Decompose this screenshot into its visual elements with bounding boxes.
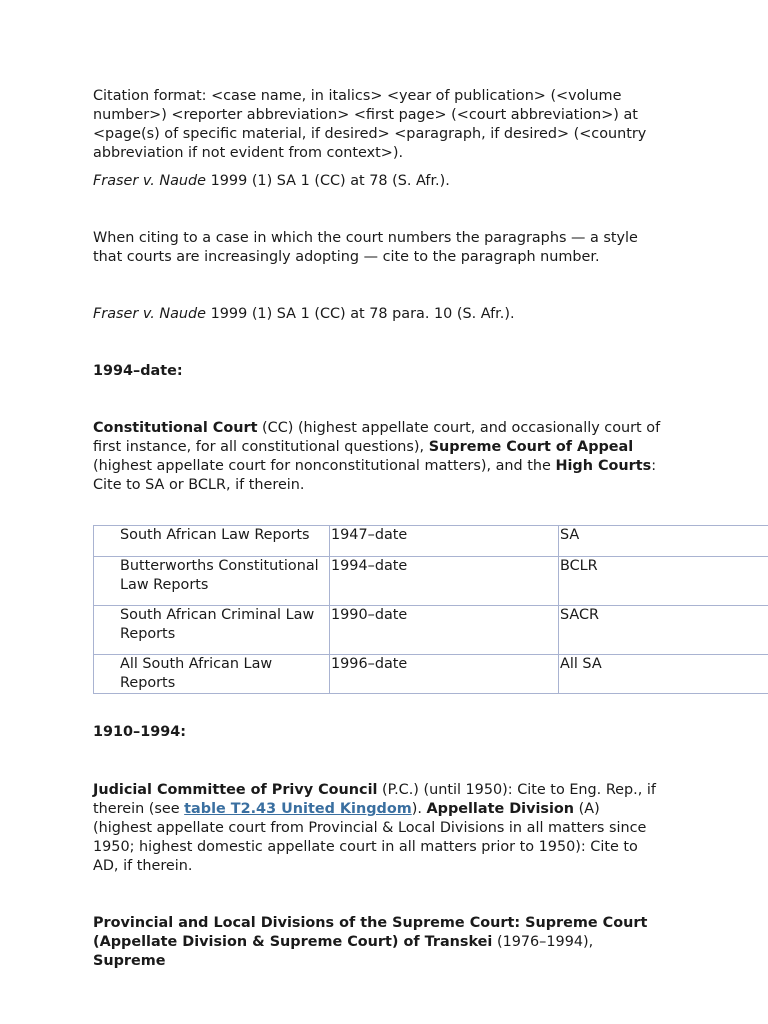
reporter-dates-cell: 1996–date [330, 655, 559, 694]
example-1-case-name: Fraser v. Naude [93, 173, 207, 189]
citation-format-text: Citation format: <case name, in italics> <year of publication> (<volume number>) <reporter abbreviation> <first page> (<court abbreviation>) at <page(s) of specific material, if desired> <paragraph, if desired> (<country abbreviation if not evident from context>). [93, 88, 647, 161]
reporter-dates-cell: 1947–date [330, 526, 559, 557]
table-row [94, 606, 768, 655]
provincial-divisions-text: (1976–1994), [492, 934, 594, 950]
appellate-division-label: Appellate Division [426, 801, 575, 817]
example-1-citation-rest: 1999 (1) SA 1 (CC) at 78 (S. Afr.). [206, 173, 450, 189]
document-page [93, 87, 768, 971]
uk-table-link[interactable]: table T2.43 United Kingdom [184, 801, 412, 817]
table-row [94, 526, 768, 557]
provincial-divisions-label: Provincial and Local Divisions of the Supreme Court: Supreme Court (Appellate Division & Supreme Court) of Transkei [93, 915, 648, 950]
constitutional-court-label: Constitutional Court [93, 420, 258, 436]
reporter-name-cell: South African Law Reports [94, 526, 330, 557]
example-2-citation-rest: 1999 (1) SA 1 (CC) at 78 para. 10 (S. Afr.). [206, 306, 515, 322]
after-link-text: ). [411, 801, 427, 817]
privy-council-description [93, 781, 663, 876]
reporter-abbr-cell: SACR [559, 606, 768, 655]
example-citation-2 [93, 305, 768, 324]
appellate-division-text: (A) (highest appellate court from Provincial & Local Divisions in all matters since 1950; highest domestic appellate court in all matters prior to 1950): Cite to AD, if therein. [93, 801, 647, 874]
example-2-case-name: Fraser v. Naude [93, 306, 207, 322]
table-row [94, 655, 768, 694]
table-row [94, 557, 768, 606]
example-citation-1 [93, 172, 768, 191]
privy-council-label: Judicial Committee of Privy Council [93, 782, 378, 798]
supreme-court-of-appeal-text: (highest appellate court for nonconstitutional matters), and the [93, 458, 556, 474]
reporter-name-cell: South African Criminal Law Reports [94, 606, 330, 655]
reporters-table [93, 525, 768, 694]
provincial-divisions-description [93, 914, 663, 971]
reporter-abbr-cell: BCLR [559, 557, 768, 606]
heading-1910-1994: 1910–1994: [93, 724, 187, 740]
reporter-name-cell: Butterworths Constitutional Law Reports [94, 557, 330, 606]
reporter-abbr-cell: SA [559, 526, 768, 557]
courts-1994-description [93, 419, 665, 495]
high-courts-text: : Cite to SA or BCLR, if therein. [93, 458, 657, 493]
constitutional-court-text: (CC) (highest appellate court, and occasionally court of first instance, for all constitutional questions), [93, 420, 661, 455]
reporter-dates-cell: 1990–date [330, 606, 559, 655]
heading-1994-date: 1994–date: [93, 363, 183, 379]
high-courts-label: High Courts [555, 458, 652, 474]
supreme-label: Supreme [93, 953, 166, 969]
privy-council-text: (P.C.) (until 1950): Cite to Eng. Rep., if therein (see [93, 782, 656, 817]
supreme-court-of-appeal-label: Supreme Court of Appeal [428, 439, 634, 455]
reporter-dates-cell: 1994–date [330, 557, 559, 606]
reporter-abbr-cell: All SA [559, 655, 768, 694]
reporter-name-cell: All South African Law Reports [94, 655, 330, 694]
paragraph-number-note: When citing to a case in which the court numbers the paragraphs — a style that courts are increasingly adopting — cite to the paragraph number. [93, 230, 638, 265]
